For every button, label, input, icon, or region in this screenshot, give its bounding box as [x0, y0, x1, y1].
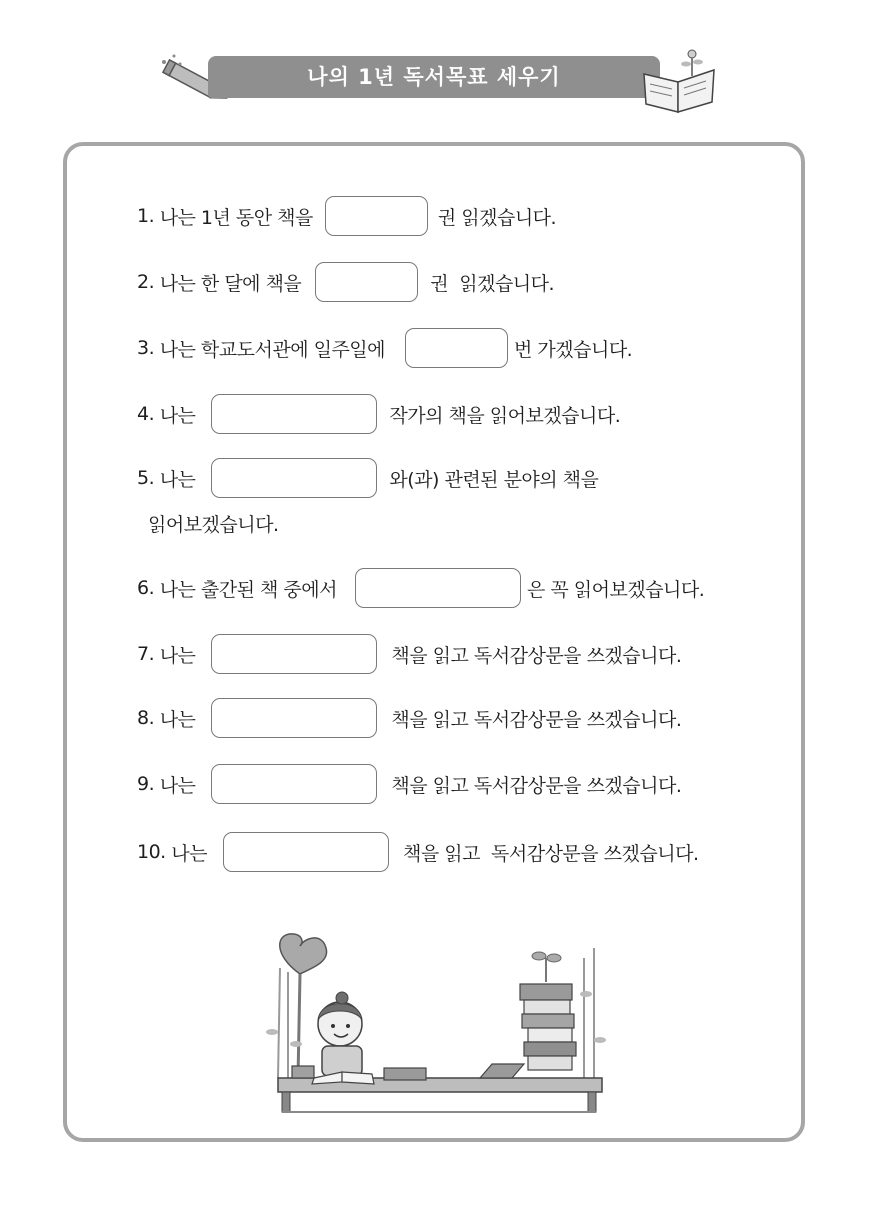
- goal-text-after: 책을 읽고 독서감상문을 쓰겠습니다.: [391, 644, 682, 667]
- goal-number: 2.: [137, 271, 155, 293]
- goal-item-7: [137, 632, 681, 676]
- goal-blank-4[interactable]: [211, 394, 377, 434]
- goal-text-after: 와(과) 관련된 분야의 책을: [389, 468, 599, 491]
- goal-item-4: [137, 392, 620, 436]
- goal-number: 10.: [137, 841, 166, 863]
- goal-number: 6.: [137, 577, 155, 599]
- goal-number: 7.: [137, 643, 155, 665]
- goal-number: 5.: [137, 467, 155, 489]
- goal-number: 3.: [137, 337, 155, 359]
- heart-icon: [280, 934, 327, 974]
- goal-blank-2[interactable]: [315, 262, 418, 302]
- goal-text-before: 나는: [159, 708, 196, 731]
- goal-item-3: [137, 326, 632, 370]
- goal-blank-6[interactable]: [355, 568, 521, 608]
- goal-blank-8[interactable]: [211, 698, 377, 738]
- goal-blank-3[interactable]: [405, 328, 508, 368]
- goal-text-before: 나는: [159, 404, 196, 427]
- goal-blank-5[interactable]: [211, 458, 377, 498]
- goal-number: 4.: [137, 403, 155, 425]
- goal-number: 8.: [137, 707, 155, 729]
- goal-text-after: 작가의 책을 읽어보겠습니다.: [389, 404, 621, 427]
- goal-text-after: 책을 읽고 독서감상문을 쓰겠습니다.: [391, 774, 682, 797]
- goal-item-2: [137, 260, 554, 304]
- goal-item-1: [137, 194, 556, 238]
- goal-blank-9[interactable]: [211, 764, 377, 804]
- goal-blank-7[interactable]: [211, 634, 377, 674]
- goal-text-after: 책을 읽고 독서감상문을 쓰겠습니다.: [402, 842, 699, 865]
- page-title: 나의 1년 독서목표 세우기: [307, 65, 561, 89]
- goal-text-before: 나는: [159, 774, 196, 797]
- open-book-icon: [640, 46, 718, 116]
- goal-text-after: 은 꼭 읽어보겠습니다.: [527, 578, 705, 601]
- goal-number: 1.: [137, 205, 155, 227]
- goal-text-after: 번 가겠습니다.: [514, 338, 633, 361]
- girl-reading-illustration: [262, 928, 608, 1118]
- goal-text-before: 나는: [171, 842, 207, 865]
- goal-text-before: 나는: [159, 644, 196, 667]
- goal-text-before: 나는: [159, 468, 196, 491]
- goal-item-10: [137, 830, 699, 874]
- goal-text-after: 책을 읽고 독서감상문을 쓰겠습니다.: [391, 708, 682, 731]
- goal-text-after: 권 읽겠습니다.: [430, 272, 555, 295]
- goal-text-before: 나는 학교도서관에 일주일에: [159, 338, 386, 361]
- goal-number: 9.: [137, 773, 155, 795]
- goal-text-after: 권 읽겠습니다.: [437, 206, 557, 229]
- goal-text-before: 나는 출간된 책 중에서: [159, 578, 337, 601]
- goal-text-before: 나는 한 달에 책을: [159, 272, 302, 295]
- goal-item-6: [137, 566, 704, 610]
- header-banner: [150, 42, 720, 118]
- goal-blank-1[interactable]: [325, 196, 428, 236]
- goal-blank-10[interactable]: [223, 832, 389, 872]
- goal-text-before: 나는 1년 동안 책을: [159, 206, 313, 229]
- banner-bar: [208, 56, 660, 98]
- goal-item-9: [137, 762, 681, 806]
- goal-item-8: [137, 696, 681, 740]
- goal-item-5: [137, 456, 598, 500]
- goal-item-5-line2: 읽어보겠습니다.: [148, 514, 279, 536]
